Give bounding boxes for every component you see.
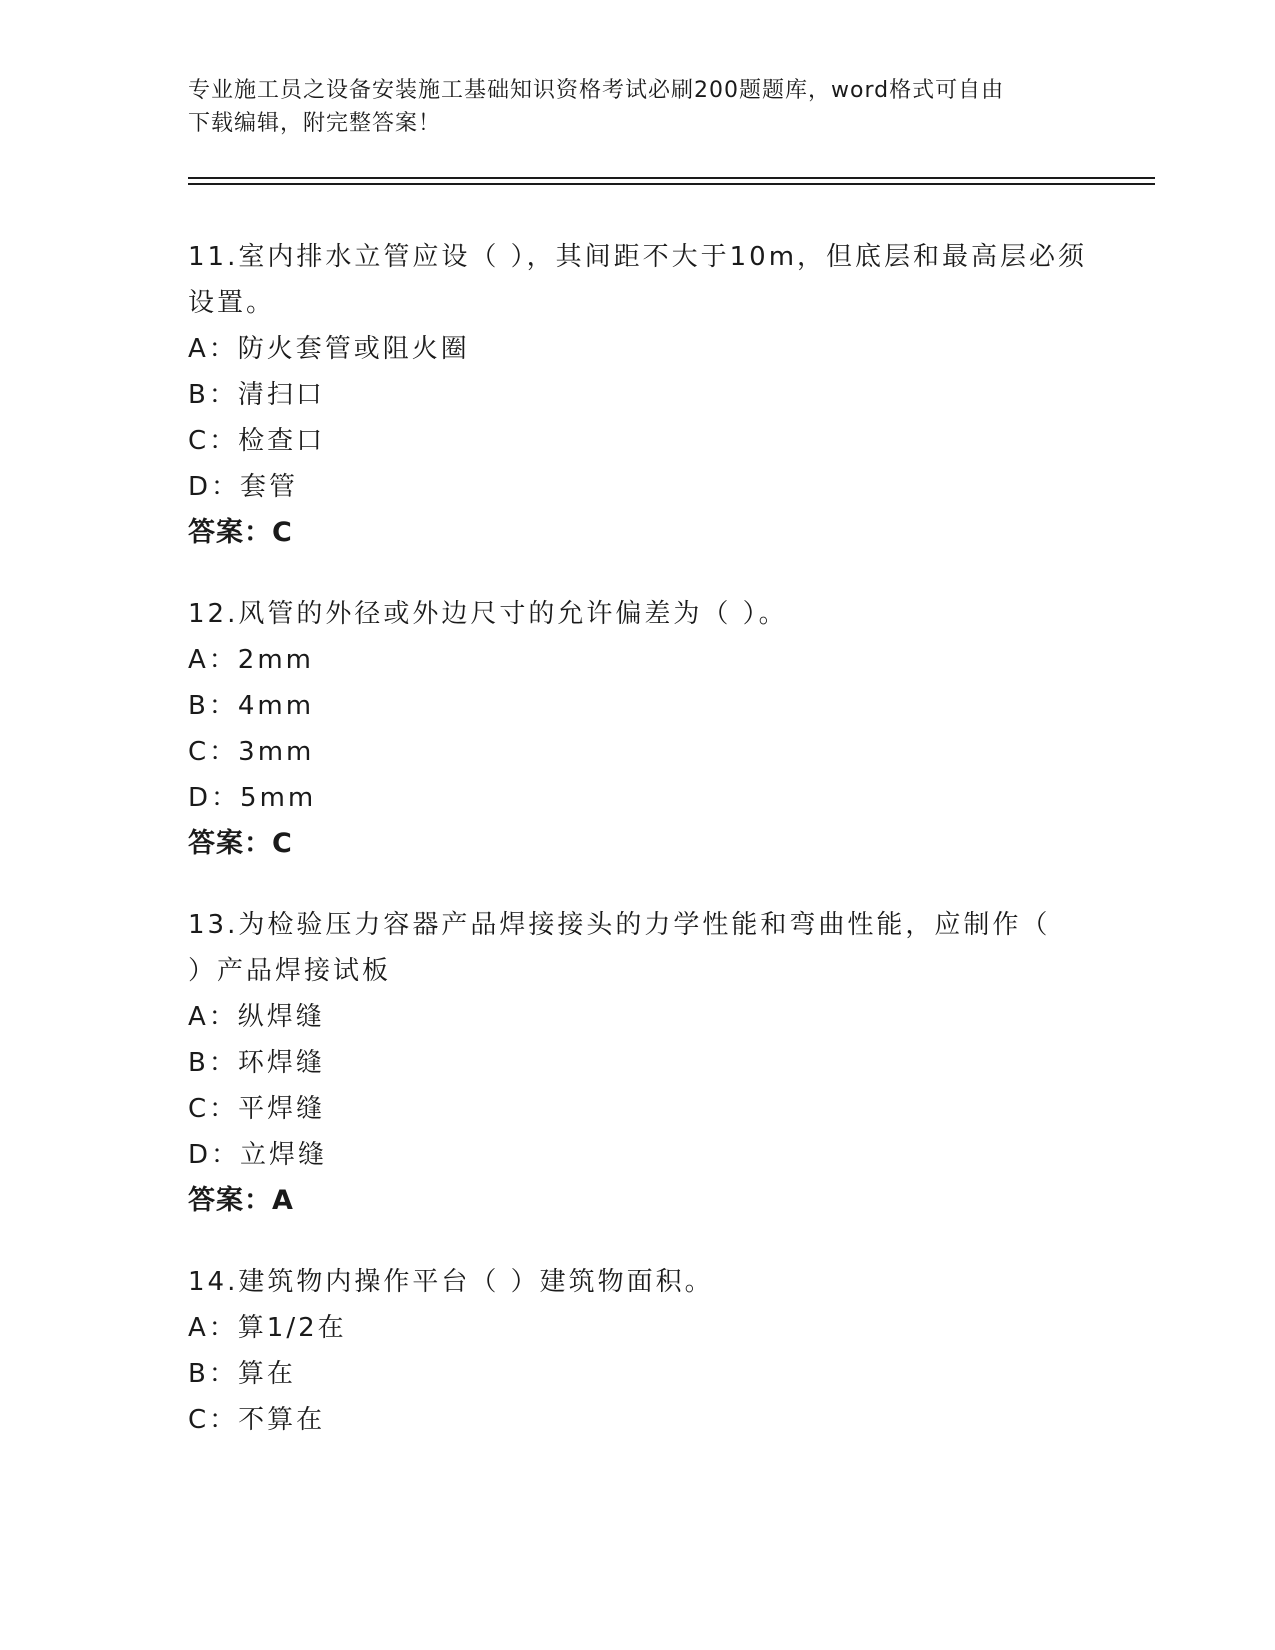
option-b: B：清扫口 xyxy=(188,380,325,410)
option-d: D：套管 xyxy=(188,472,299,502)
question-stem xyxy=(188,591,1088,637)
header-divider-top xyxy=(188,177,1155,179)
question-11 xyxy=(188,234,1088,556)
option-c: C：3mm xyxy=(188,737,315,767)
option-c: C：平焊缝 xyxy=(188,1094,326,1124)
option-d: D：立焊缝 xyxy=(188,1140,328,1170)
question-stem-line: ）产品焊接试板 xyxy=(188,956,392,986)
question-stem-line: 11.室内排水立管应设（ ），其间距不大于10m，但底层和最高层必须 xyxy=(188,242,1088,272)
option-b: B：环焊缝 xyxy=(188,1048,325,1078)
question-stem xyxy=(188,1259,1088,1305)
question-12 xyxy=(188,591,1088,867)
question-stem-line: 13.为检验压力容器产品焊接接头的力学性能和弯曲性能，应制作（ xyxy=(188,910,1051,940)
question-list xyxy=(188,234,1088,1478)
header-line-2: 下载编辑，附完整答案！ xyxy=(188,111,442,136)
option-a: A：防火套管或阻火圈 xyxy=(188,334,470,364)
option-b: B：4mm xyxy=(188,691,315,721)
option-c: C：不算在 xyxy=(188,1405,326,1435)
question-14 xyxy=(188,1259,1088,1443)
option-d: D：5mm xyxy=(188,783,317,813)
question-stem-line: 12.风管的外径或外边尺寸的允许偏差为（ ）。 xyxy=(188,599,788,629)
option-a: A：2mm xyxy=(188,645,314,675)
question-stem xyxy=(188,234,1088,326)
document-header xyxy=(188,74,1088,140)
option-c: C：检查口 xyxy=(188,426,326,456)
header-divider-bottom xyxy=(188,183,1155,185)
question-stem-line: 14.建筑物内操作平台（ ）建筑物面积。 xyxy=(188,1267,714,1297)
option-a: A：纵焊缝 xyxy=(188,1002,325,1032)
option-b: B：算在 xyxy=(188,1359,296,1389)
question-stem xyxy=(188,902,1088,994)
header-line-1: 专业施工员之设备安装施工基础知识资格考试必刷200题题库，word格式可自由 xyxy=(188,78,1005,103)
answer: 答案：A xyxy=(188,1185,294,1216)
option-a: A：算1/2在 xyxy=(188,1313,347,1343)
answer: 答案：C xyxy=(188,517,293,548)
question-13 xyxy=(188,902,1088,1224)
question-stem-line: 设置。 xyxy=(188,288,276,318)
answer: 答案：C xyxy=(188,828,293,859)
